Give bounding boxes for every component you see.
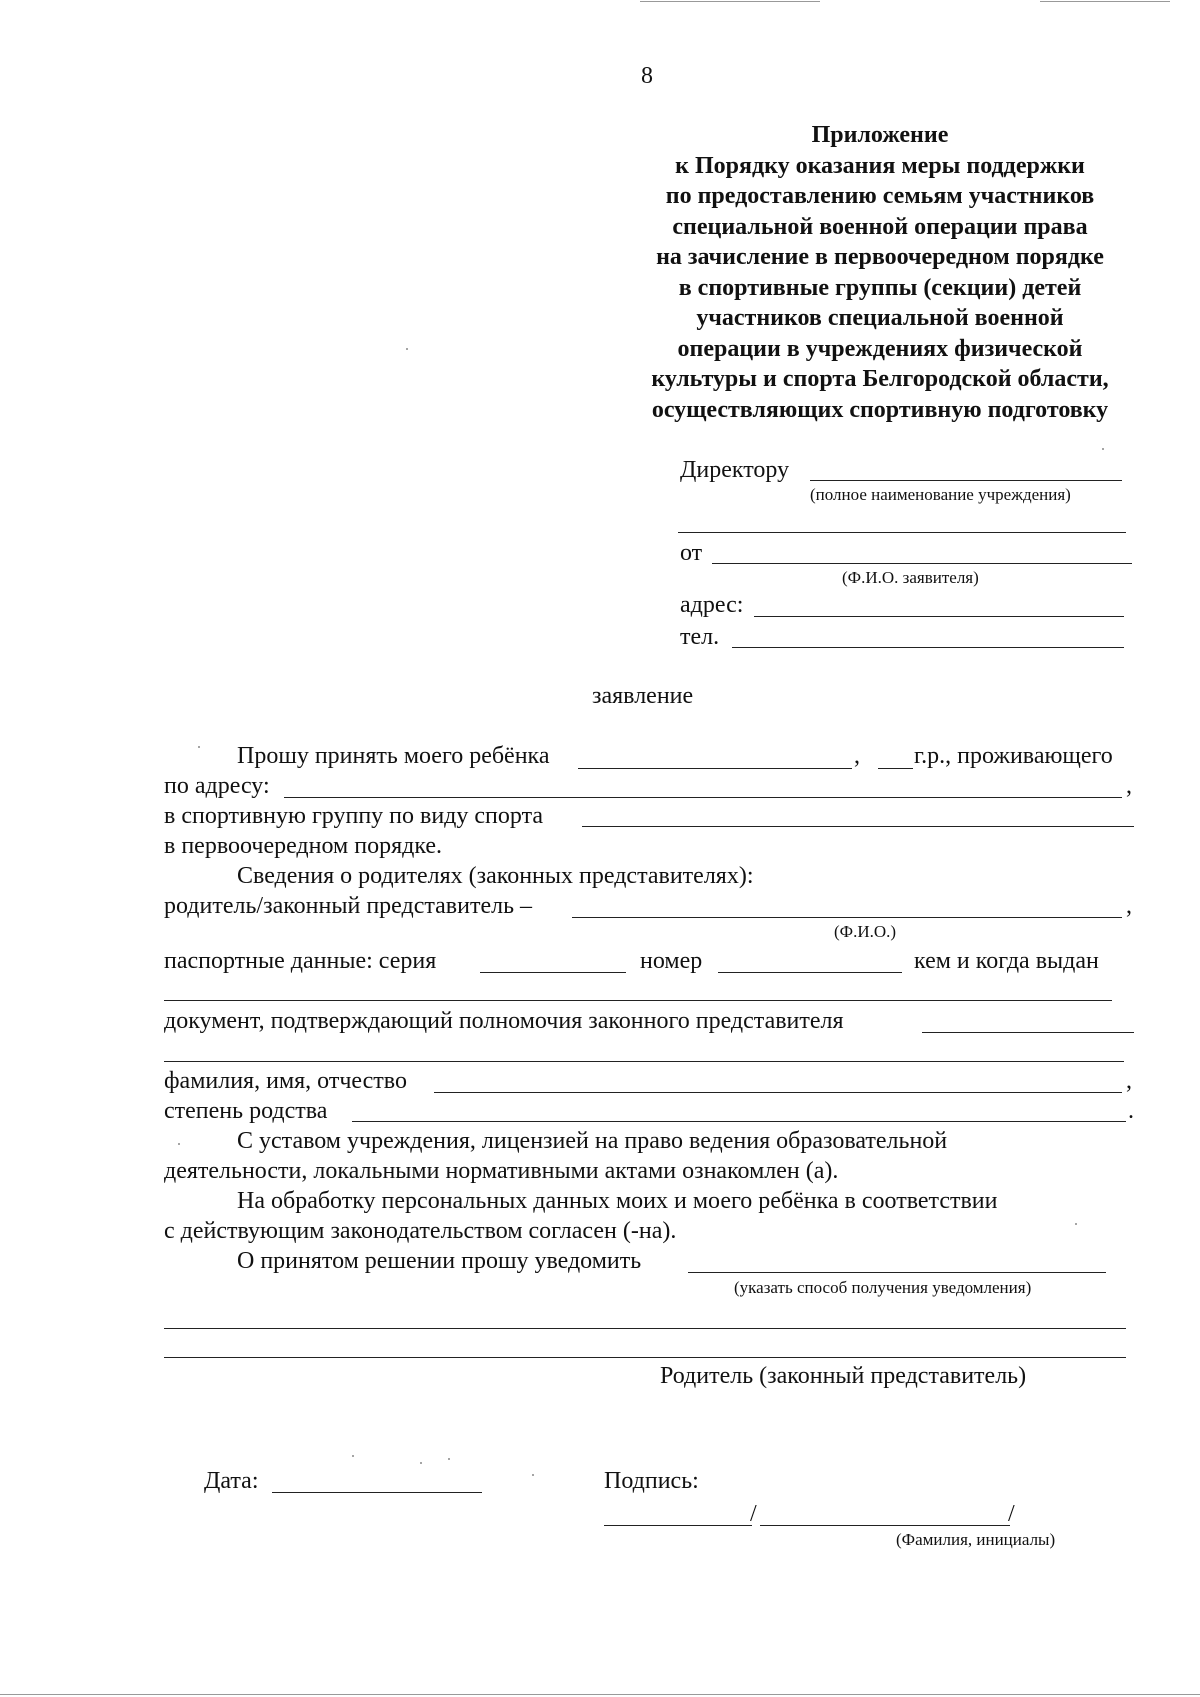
header-line: по предоставлению семьям участников	[665, 183, 1095, 209]
scan-speck	[420, 1462, 422, 1464]
consent-line-2: с действующим законодательством согласен (-на).	[164, 1218, 677, 1244]
authority-doc-field-continued[interactable]	[164, 1061, 1124, 1062]
signer-name-hint: (Фамилия, инициалы)	[896, 1530, 1056, 1549]
sport-group-label: в спортивную группу по виду спорта	[164, 803, 544, 829]
notify-label: О принятом решении прошу уведомить	[237, 1248, 642, 1274]
consent-line-1: На обработку персональных данных моих и моего ребёнка в соответствии	[237, 1188, 998, 1214]
scan-speck	[178, 1143, 180, 1145]
notify-hint: (указать способ получения уведомления)	[734, 1278, 1032, 1297]
comma: ,	[1126, 1068, 1132, 1094]
signer-name-field[interactable]	[760, 1525, 1010, 1526]
header-line: участников специальной военной	[696, 305, 1064, 331]
date-label: Дата:	[204, 1468, 259, 1494]
director-field[interactable]	[810, 480, 1122, 481]
priority-text: в первоочередном порядке.	[164, 833, 443, 859]
issued-label: кем и когда выдан	[914, 948, 1099, 974]
applicant-phone-field[interactable]	[732, 647, 1124, 648]
birth-year-field[interactable]	[878, 768, 913, 769]
director-label: Директору	[680, 457, 790, 483]
scan-speck	[1102, 448, 1104, 450]
scan-speck	[448, 1458, 450, 1460]
scan-edge-bottom	[0, 1694, 1200, 1695]
request-prefix: Прошу принять моего ребёнка	[237, 743, 550, 769]
applicant-address-field[interactable]	[754, 616, 1124, 617]
header-line: культуры и спорта Белгородской области,	[651, 366, 1109, 392]
parent-signature-caption: Родитель (законный представитель)	[660, 1363, 1027, 1389]
from-label: от	[680, 540, 703, 566]
full-name-label: фамилия, имя, отчество	[164, 1068, 407, 1094]
comma: ,	[1126, 773, 1132, 799]
passport-number-field[interactable]	[718, 972, 902, 973]
applicant-name-field[interactable]	[712, 563, 1132, 564]
authority-doc-label: документ, подтверждающий полномочия законного представителя	[164, 1008, 844, 1034]
scan-edge-top	[640, 1, 820, 2]
comma: ,	[854, 743, 860, 769]
header-line: операции в учреждениях физической	[677, 335, 1083, 362]
charter-line-1: С уставом учреждения, лицензией на право ведения образовательной	[237, 1128, 948, 1154]
scan-speck	[198, 746, 200, 748]
header-line: Приложение	[811, 122, 949, 148]
parent-label: родитель/законный представитель –	[164, 893, 533, 919]
passport-series-field[interactable]	[480, 972, 626, 973]
header-line: специальной военной операции права	[672, 213, 1088, 240]
applicant-name-hint: (Ф.И.О. заявителя)	[842, 568, 979, 587]
director-hint: (полное наименование учреждения)	[810, 485, 1071, 504]
child-address-label: по адресу:	[164, 773, 270, 799]
date-field[interactable]	[272, 1492, 482, 1493]
child-name-field[interactable]	[578, 768, 852, 769]
phone-label: тел.	[680, 624, 720, 650]
header-line: на зачисление в первоочередном порядке	[656, 244, 1104, 270]
document-title: заявление	[592, 683, 694, 709]
child-address-field[interactable]	[284, 797, 1122, 798]
issued-by-field[interactable]	[164, 1000, 1112, 1001]
address-label: адрес:	[680, 592, 744, 618]
header-line: осуществляющих спортивную подготовку	[651, 396, 1109, 423]
sport-type-field[interactable]	[582, 826, 1134, 827]
authority-doc-field[interactable]	[922, 1032, 1134, 1033]
scan-speck	[532, 1474, 534, 1476]
charter-line-2: деятельности, локальными нормативными актами ознакомлен (а).	[164, 1158, 839, 1184]
scan-edge-top-right	[1040, 1, 1170, 2]
fio-hint: (Ф.И.О.)	[834, 922, 897, 941]
page-number: 8	[641, 63, 653, 89]
scan-speck	[406, 348, 408, 350]
passport-label: паспортные данные: серия	[164, 948, 437, 974]
signature-label: Подпись:	[604, 1468, 699, 1494]
signature-slash: /	[750, 1501, 757, 1527]
scan-speck	[352, 1455, 354, 1457]
comma: ,	[1126, 893, 1132, 919]
passport-number-label: номер	[640, 948, 703, 974]
parent-name-field[interactable]	[572, 917, 1122, 918]
notify-field-continued-2[interactable]	[164, 1357, 1126, 1358]
kinship-field[interactable]	[352, 1121, 1126, 1122]
signer-name-slash: /	[1008, 1501, 1015, 1527]
parents-heading: Сведения о родителях (законных представителях):	[237, 863, 754, 889]
header-line: в спортивные группы (секции) детей	[678, 274, 1082, 301]
period: .	[1128, 1098, 1134, 1124]
scan-speck	[1075, 1223, 1077, 1225]
director-field-continued[interactable]	[678, 532, 1126, 533]
birth-year-suffix: г.р., проживающего	[914, 743, 1113, 769]
notify-field-continued-1[interactable]	[164, 1328, 1126, 1329]
header-line: к Порядку оказания меры поддержки	[675, 152, 1085, 179]
full-name-field[interactable]	[434, 1092, 1122, 1093]
notify-method-field[interactable]	[688, 1272, 1106, 1273]
kinship-label: степень родства	[164, 1098, 328, 1124]
appendix-header	[600, 120, 1160, 425]
signature-field[interactable]	[604, 1525, 752, 1526]
